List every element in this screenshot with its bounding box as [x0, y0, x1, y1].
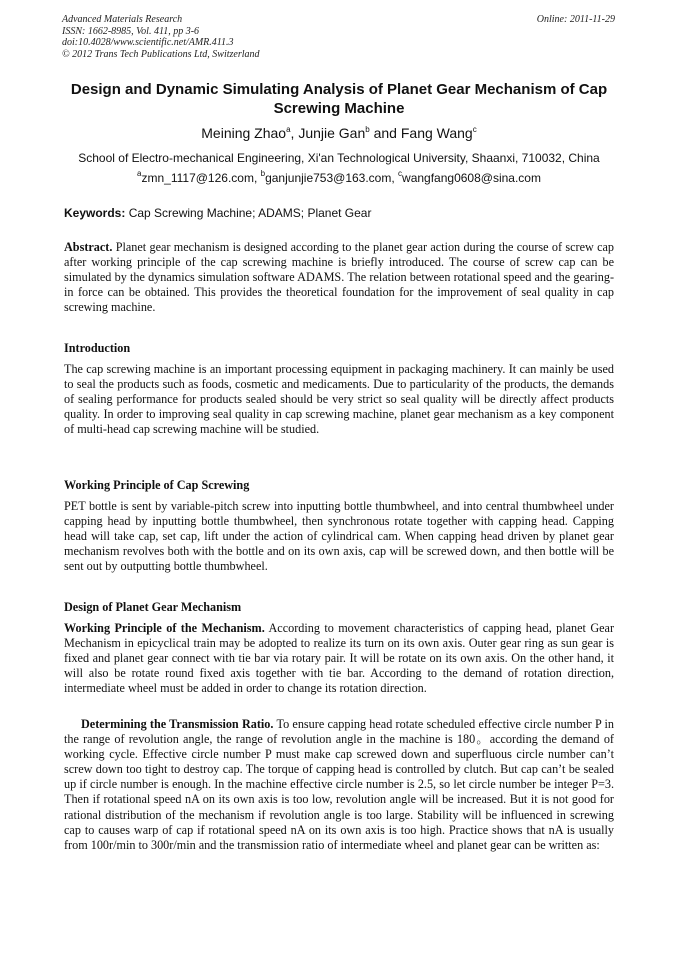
section-heading-working-principle: Working Principle of Cap Screwing	[64, 478, 250, 492]
email-address: zmn_1117@126.com	[141, 171, 254, 185]
paragraph-2-text: To ensure capping head rotate scheduled effective circle number P in the range of revolution angle, the range of revolution angle in the machine is 180。according the demand of working cycle. Effective circle number P must make cap screwed down and superfluous circle number can’t screw down too tight to destroy cap. The torque of capping head is controlled by clutch. But cap can’t be sealed up if circle number is enough. In the machine effective circle number is 2.5, so let circle number be integer P=3. Then if rotational speed nA on its own axis is too low, revolution angle will be increased. But it is not good for rational distribution of the mechanism if revolution angle is too large. Stability will be influenced in screwing cap to causes warp of cap if rotational speed nA on its own axis is too high. Practice shows that nA is usually from 100r/min to 300r/min and the transmission ratio of intermediate wheel and planet gear can be written as:	[64, 717, 614, 852]
keywords-text: Cap Screwing Machine; ADAMS; Planet Gear	[128, 206, 372, 220]
copyright: © 2012 Trans Tech Publications Ltd, Switzerland	[62, 48, 260, 60]
paragraph-1-label: Working Principle of the Mechanism.	[64, 621, 265, 635]
keywords	[64, 206, 371, 221]
keywords-label: Keywords:	[64, 206, 126, 220]
author-affil-mark: b	[365, 125, 370, 134]
author-affil-mark: a	[286, 125, 291, 134]
email-mark: c	[398, 169, 403, 178]
design-paragraph-1	[64, 621, 614, 696]
design-paragraph-2	[64, 717, 614, 853]
abstract-text: Planet gear mechanism is designed according to the planet gear action during the course of screw cap after working principle of the cap screwing machine is briefly introduced. The course of screw cap can be simulated by the dynamics simulation software ADAMS. The relation between rotational speed and the gearing-in force can be obtained. This provides the theoretical foundation for the improvement of seal quality in cap screwing machine.	[64, 240, 614, 315]
paragraph-1-text: According to movement characteristics of capping head, planet Gear Mechanism in epicyclical train may be adopted to realize its turn on its own axis. Outer gear ring as sun gear is fixed and planet gear connect with tie bar via rotary pair. It will be rotate on its own axis. On the other hand, it will also be rotate round fixed axis together with tie bar. According to the demand of rotation direction, intermediate wheel must be added in order to change its rotation direction.	[64, 621, 615, 696]
abstract	[64, 240, 614, 315]
abstract-label: Abstract.	[64, 240, 113, 254]
journal-name: Advanced Materials Research	[62, 14, 183, 25]
author-name: Fang Wang	[400, 125, 473, 141]
issn: ISSN: 1662-8985, Vol. 411, pp 3-6	[62, 25, 200, 37]
paragraph-2-label: Determining the Transmission Ratio.	[81, 717, 274, 731]
author-name: Meining Zhao	[201, 125, 287, 141]
author-list: Meining Zhao$^a$, Junjie Gan$^b$ and Fang Wang$^c$	[201, 125, 477, 141]
email-address: ganjunjie753@163.com	[265, 171, 392, 185]
author-affil-mark: c	[472, 125, 477, 134]
email-list: $^a$zmn_1117@126.com, $^b$ganjunjie753@163.com, $^c$wangfang0608@sina.com	[137, 169, 541, 185]
author-name: Junjie Gan	[298, 125, 366, 141]
section-heading-introduction: Introduction	[64, 341, 131, 355]
email-address: wangfang0608@sina.com	[402, 171, 541, 185]
email-mark: a	[137, 169, 142, 178]
email-mark: b	[260, 169, 266, 178]
journal-header	[62, 14, 260, 60]
affiliation: School of Electro-mechanical Engineering, Xi'an Technological University, Shaanxi, 710032, China	[78, 151, 600, 165]
online-date: Online: 2011-11-29	[536, 14, 615, 25]
working-principle-text: PET bottle is sent by variable-pitch screw into inputting bottle thumbwheel, and into central thumbwheel under capping head by inputting bottle thumbwheel, then synchronous rotate together with capping head. Capping head will take cap, set cap, lift under the action of cylindrical cam. When capping head driven by planet gear mechanism revolves both with the bottle and on its own axis, cap will be screwed down, and then bottle will be sent out by outputting bottle thumbwheel.	[64, 499, 614, 574]
paper-title: Design and Dynamic Simulating Analysis of Planet Gear Mechanism of Cap Screwing Machine	[70, 81, 608, 117]
section-heading-design: Design of Planet Gear Mechanism	[64, 600, 242, 614]
introduction-text: The cap screwing machine is an important processing equipment in packaging machinery. It can mainly be used to seal the products such as foods, cosmetic and medicaments. Due to particularity of the products, the demands of sealing performance for products sealed should be very strict so seal quality will be directly affect products quality. In order to improving seal quality in cap screwing machine, planet gear mechanism as a key component of multi-head cap screwing machine will be studied.	[64, 362, 614, 437]
doi: doi:10.4028/www.scientific.net/AMR.411.3	[62, 37, 234, 49]
